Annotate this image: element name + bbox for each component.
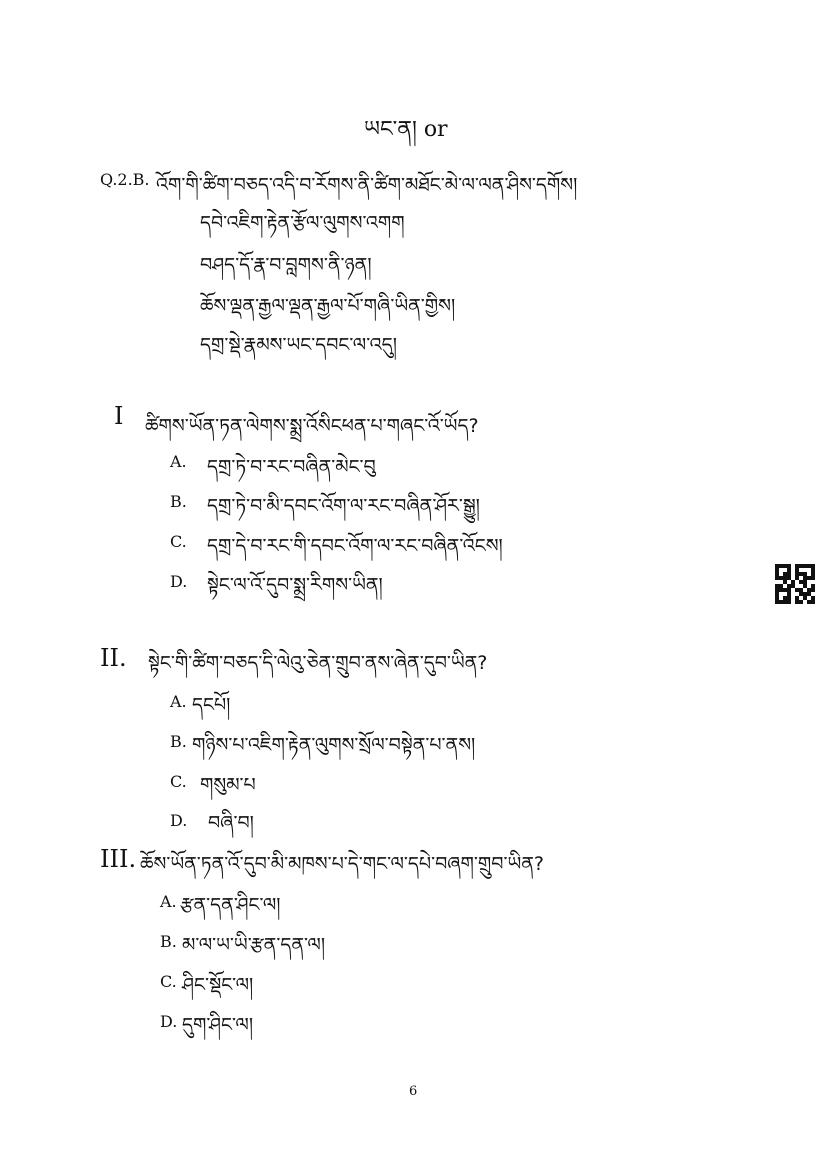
page-number: 6 xyxy=(409,1084,418,1099)
option-text: སྟེང་ལ་འོ་དུབ་སྨྲ་རིགས་ཡིན། xyxy=(207,574,383,596)
passage-line: བཤད་དོ་རྣ་བ་བླགས་ནི་ཉན། xyxy=(200,254,372,276)
sub-question-number: II. xyxy=(100,644,127,672)
option-label: B. xyxy=(170,492,187,511)
option-text: བཞི་བ། xyxy=(208,812,254,834)
option-label: A. xyxy=(170,692,187,711)
option-label: D. xyxy=(170,811,188,830)
option-label: C. xyxy=(170,532,187,551)
option-label: D. xyxy=(170,572,188,591)
option-label: D. xyxy=(160,1012,178,1031)
passage-line: དབེ་འཇིག་རྟེན་རྩོལ་ལུགས་འགག xyxy=(200,212,405,234)
passage-line: ཆོས་ལྡན་རྒྱལ་ལྡན་རྒྱལ་པོ་གཞི་ཡིན་གྱིས། xyxy=(200,295,456,317)
option-text: རྩན་དན་ཤིང་ལ། xyxy=(180,894,281,916)
option-label: C. xyxy=(170,772,187,791)
option-text: ཤིང་སྡོང་ལ། xyxy=(182,974,254,996)
qr-code xyxy=(775,564,815,604)
option-label: A. xyxy=(160,892,177,911)
sub-question-text: སྟེང་གི་ཚིག་བཅད་དི་ལེའུ་ཅེན་གྲུབ་ནས་ཞེན་དུབ་ཡིན? xyxy=(148,652,488,674)
question-intro: འོག་གི་ཚིག་བཅད་འདི་བ་རོགས་ནི་ཚིག་མཐོང་མེ་ལ་ལན་ཤིས་དགོས། xyxy=(156,174,578,196)
sub-question-number: I xyxy=(114,402,124,430)
sub-question-text: ཆོས་ཡོན་ཏན་འོ་དུབ་མི་མཁས་པ་དེ་གང་ལ་དཔེ་བཞག་གྲུབ་ཡིན? xyxy=(140,853,544,875)
option-text: གཉིས་པ་འཇིག་རྟེན་ལུགས་སྲོལ་བསྟེན་པ་ནས། xyxy=(192,734,476,756)
sub-question-text: ཚིགས་ཡོན་ཏན་ལེགས་སྨྲ་འོསིངཕན་པ་གཞང་འོ་ཡོད? xyxy=(145,415,479,437)
option-label: B. xyxy=(170,732,187,751)
page-heading: ཡང་ན། or xyxy=(364,117,448,142)
option-text: གསུམ་པ xyxy=(200,774,256,796)
option-label: C. xyxy=(160,972,177,991)
option-text: དགྲ་ཏེ་བ་མི་དབང་འོག་ལ་རང་བཞིན་ཤོར་སྒྱུ། xyxy=(207,495,480,517)
option-text: དགྲ་དེ་བ་རང་གི་དབང་འོག་ལ་རང་བཞིན་འོངས། xyxy=(207,535,503,557)
option-text: དུག་ཤིང་ལ། xyxy=(182,1014,254,1036)
sub-question-number: III. xyxy=(100,845,137,873)
passage-line: དགྲ་སྡེ་རྣམས་ཡང་དབང་ལ་འདུ། xyxy=(200,334,397,356)
option-text: དངཔོ། xyxy=(192,694,231,716)
option-text: མ་ལ་ཡ་ཡི་རྩན་དན་ལ། xyxy=(182,934,326,956)
option-text: དགྲ་ཏེ་བ་རང་བཞིན་མེང་བུ xyxy=(207,456,376,478)
option-label: B. xyxy=(160,932,177,951)
option-label: A. xyxy=(170,452,187,471)
question-label: Q.2.B. xyxy=(100,170,150,189)
